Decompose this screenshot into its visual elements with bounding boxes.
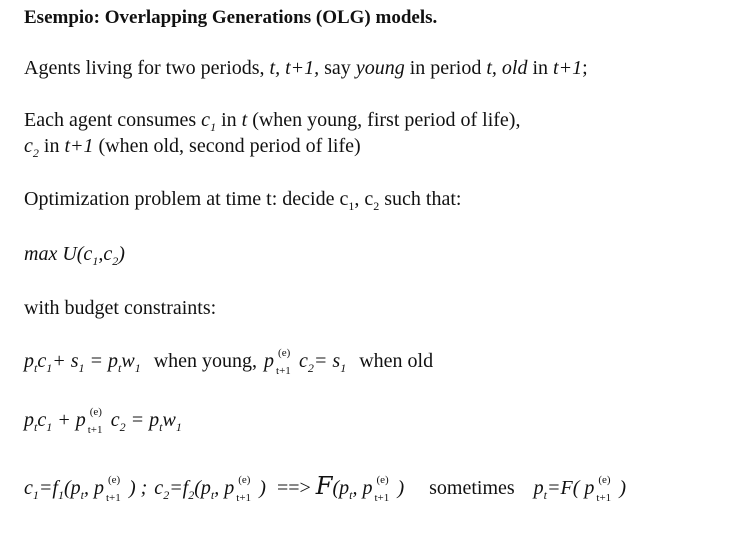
subscript: t bbox=[80, 488, 84, 502]
optimization-line bbox=[24, 187, 461, 211]
page-title: Esempio: Overlapping Generations (OLG) models. bbox=[24, 7, 438, 28]
var-w: w bbox=[121, 350, 135, 372]
subscript: t bbox=[349, 488, 353, 502]
math: (p bbox=[194, 477, 211, 499]
math-periods: t, t+1, bbox=[269, 57, 320, 79]
subscript: 1 bbox=[46, 361, 53, 375]
subscript: 1 bbox=[32, 488, 39, 502]
superscript: (e) bbox=[238, 474, 251, 486]
subscript: 1 bbox=[57, 488, 64, 502]
subscript: 1 bbox=[78, 361, 85, 375]
subscript: 1 bbox=[175, 420, 182, 434]
subscript: 1 bbox=[348, 199, 355, 213]
var-c: c bbox=[24, 135, 33, 157]
text: in bbox=[527, 57, 554, 79]
subscript: 1 bbox=[92, 254, 99, 268]
subscript: 1 bbox=[46, 420, 53, 434]
text: Optimization problem at time t: decide c bbox=[24, 188, 349, 210]
text: Each agent consumes bbox=[24, 109, 202, 131]
var-p: p bbox=[533, 477, 544, 499]
text: when young, bbox=[153, 350, 258, 372]
expected-price-index bbox=[595, 474, 619, 504]
math: =f bbox=[38, 477, 58, 499]
var-p: p bbox=[264, 350, 275, 372]
max-utility-line bbox=[24, 242, 125, 266]
subscript: 2 bbox=[32, 146, 39, 160]
subscript: 1 bbox=[340, 361, 347, 375]
subscript: 1 bbox=[134, 361, 141, 375]
subscript: t+1 bbox=[105, 492, 121, 504]
math: = s bbox=[313, 350, 341, 372]
subscript: 1 bbox=[210, 120, 217, 134]
text: (when old, second period of life) bbox=[93, 135, 361, 157]
word-young: young bbox=[355, 57, 405, 79]
var-c: c bbox=[110, 409, 120, 431]
math: max U(c bbox=[24, 243, 93, 265]
math: , p bbox=[83, 477, 104, 499]
subscript: 2 bbox=[188, 488, 195, 502]
expected-price-index bbox=[275, 347, 299, 377]
expected-price-index bbox=[105, 474, 129, 504]
text: such that: bbox=[379, 188, 462, 210]
text: say bbox=[319, 57, 356, 79]
subscript: t bbox=[159, 420, 163, 434]
text: in period bbox=[404, 57, 487, 79]
math-t-old: t, old bbox=[486, 57, 528, 79]
math: ) bbox=[397, 477, 405, 499]
text: , c bbox=[354, 188, 374, 210]
math: ) ; bbox=[128, 477, 148, 499]
text: sometimes bbox=[429, 477, 515, 499]
var-t: t bbox=[241, 109, 248, 131]
subscript: t+1 bbox=[374, 492, 390, 504]
script-f-symbol: F bbox=[315, 472, 333, 500]
subscript: t+1 bbox=[276, 365, 291, 377]
superscript: (e) bbox=[89, 406, 102, 418]
text: Agents living for two periods, bbox=[24, 57, 270, 79]
text: in bbox=[38, 135, 65, 157]
math: =F( p bbox=[547, 477, 595, 499]
implies-arrow: ==> bbox=[276, 477, 311, 499]
math: = p bbox=[84, 350, 119, 372]
math: + p bbox=[52, 409, 86, 431]
math: , p bbox=[214, 477, 235, 499]
var-c: c bbox=[299, 350, 308, 372]
subscript: 2 bbox=[163, 488, 170, 502]
math: ) bbox=[118, 243, 125, 265]
math: (p bbox=[332, 477, 350, 499]
subscript: t bbox=[543, 488, 548, 502]
var-c: c bbox=[154, 477, 164, 499]
var-t1: t+1 bbox=[64, 135, 94, 157]
var-w: w bbox=[162, 409, 176, 431]
superscript: (e) bbox=[107, 474, 121, 486]
math: + s bbox=[52, 350, 79, 372]
superscript: (e) bbox=[598, 474, 611, 486]
subscript: 2 bbox=[373, 199, 380, 213]
subscript: 2 bbox=[119, 420, 126, 434]
var-c: c bbox=[24, 477, 33, 499]
var-p: p bbox=[24, 409, 34, 431]
subscript: 2 bbox=[307, 361, 314, 375]
combined-constraint-line bbox=[24, 406, 182, 436]
math: , p bbox=[352, 477, 373, 499]
consumption-line-2 bbox=[24, 134, 361, 158]
superscript: (e) bbox=[278, 347, 291, 359]
subscript: t+1 bbox=[596, 492, 612, 504]
math: ) bbox=[619, 477, 627, 499]
expected-price-index bbox=[87, 406, 111, 436]
text: (when young, first period of life), bbox=[247, 109, 521, 131]
agents-line bbox=[24, 56, 588, 80]
math: = p bbox=[125, 409, 160, 431]
var-p: p bbox=[24, 350, 34, 372]
math: =f bbox=[169, 477, 189, 499]
consumption-line-1 bbox=[24, 108, 520, 132]
budget-heading: with budget constraints: bbox=[24, 297, 217, 319]
expected-price-index bbox=[373, 474, 397, 504]
subscript: t bbox=[118, 361, 122, 375]
text: ; bbox=[582, 57, 588, 79]
subscript: t bbox=[210, 488, 215, 502]
subscript: t bbox=[34, 420, 38, 434]
budget-constraint-line bbox=[24, 347, 434, 377]
math-t1: t+1 bbox=[553, 57, 583, 79]
subscript: t bbox=[34, 361, 38, 375]
text: when old bbox=[359, 350, 434, 372]
superscript: (e) bbox=[376, 474, 389, 486]
var-c: c bbox=[37, 409, 47, 431]
math: ) bbox=[259, 477, 266, 499]
var-c: c bbox=[201, 109, 211, 131]
subscript: t+1 bbox=[236, 492, 252, 504]
expected-price-index bbox=[235, 474, 259, 504]
demand-functions-line bbox=[24, 472, 627, 504]
math: (p bbox=[63, 477, 81, 499]
text: in bbox=[216, 109, 242, 131]
subscript: 2 bbox=[112, 254, 119, 268]
math: ,c bbox=[98, 243, 113, 265]
subscript: t+1 bbox=[87, 424, 103, 436]
var-c: c bbox=[37, 350, 47, 372]
